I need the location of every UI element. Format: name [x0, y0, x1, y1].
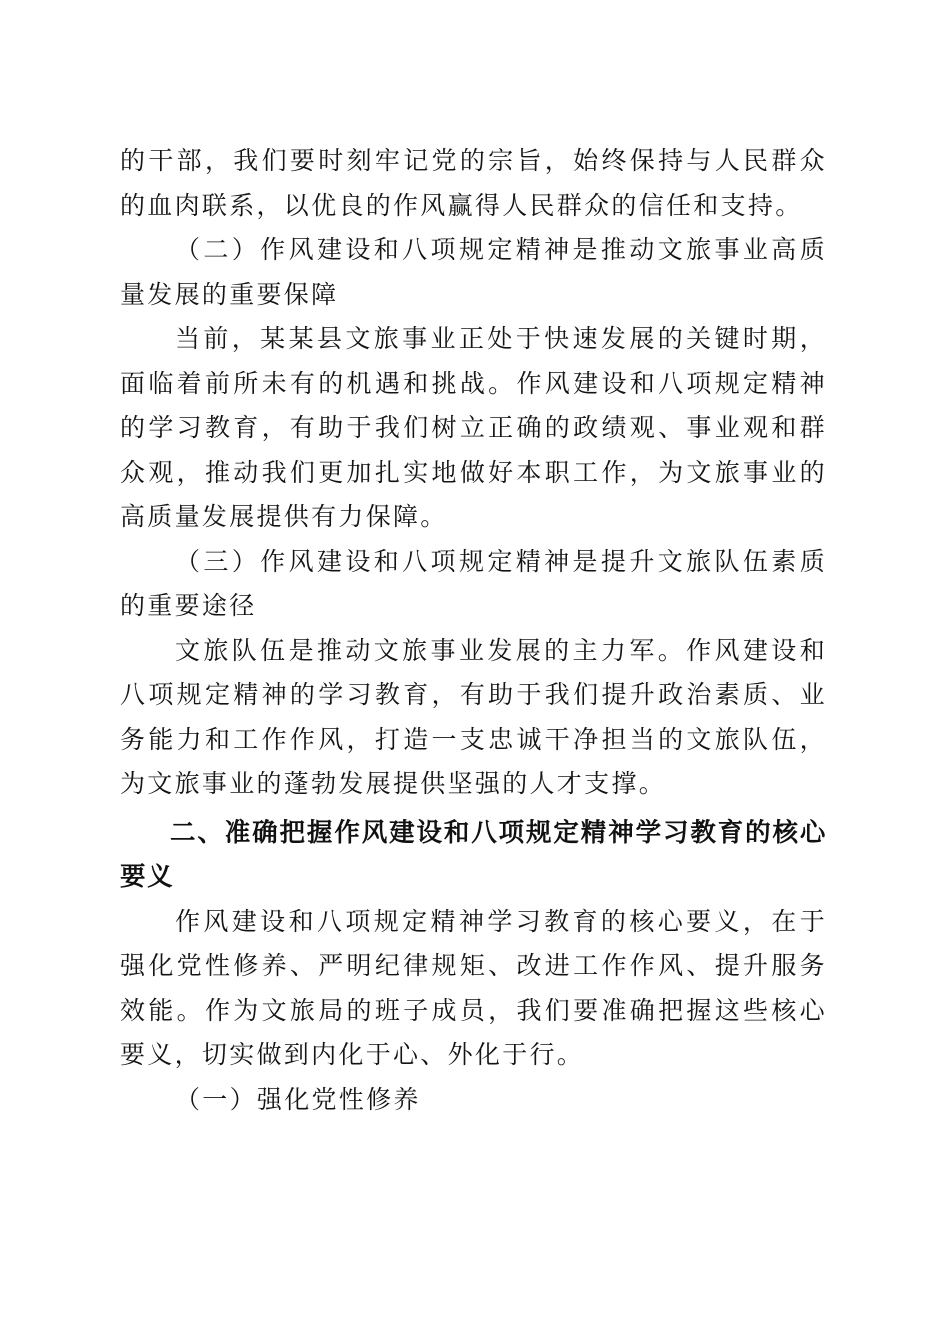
section-heading: 二、准确把握作风建设和八项规定精神学习教育的核心要义	[120, 817, 827, 892]
body-paragraph: 作风建设和八项规定精神学习教育的核心要义，在于强化党性修养、严明纪律规矩、改进工作作风、提升服务效能。作为文旅局的班子成员，我们要准确把握这些核心要义，切实做到内化于心、外化于行。	[120, 906, 827, 1069]
body-paragraph: 文旅队伍是推动文旅事业发展的主力军。作风建设和八项规定精神的学习教育，有助于我们提升政治素质、业务能力和工作作风，打造一支忠诚干净担当的文旅队伍，为文旅事业的蓬勃发展提供坚强的人才支撑。	[120, 635, 827, 798]
document-body	[120, 139, 827, 1122]
sub-heading-3: （三）作风建设和八项规定精神是提升文旅队伍素质的重要途径	[120, 546, 827, 620]
body-paragraph-continuation: 的干部，我们要时刻牢记党的宗旨，始终保持与人民群众的血肉联系，以优良的作风赢得人民群众的信任和支持。	[120, 146, 827, 220]
sub-heading-2: （二）作风建设和八项规定精神是推动文旅事业高质量发展的重要保障	[120, 235, 827, 309]
body-paragraph: 当前，某某县文旅事业正处于快速发展的关键时期，面临着前所未有的机遇和挑战。作风建设和八项规定精神的学习教育，有助于我们树立正确的政绩观、事业观和群众观，推动我们更加扎实地做好本职工作，为文旅事业的高质量发展提供有力保障。	[120, 324, 827, 531]
sub-heading-1: （一）强化党性修养	[175, 1084, 421, 1114]
